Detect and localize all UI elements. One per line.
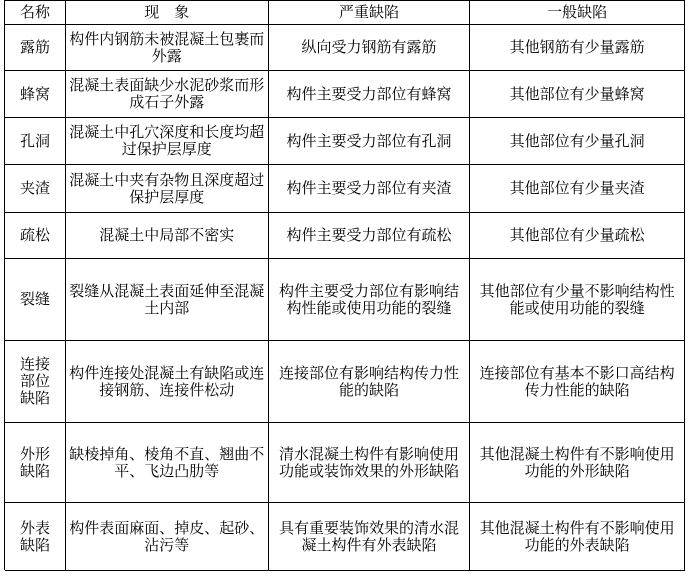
- table-row: [5, 165, 685, 213]
- serious-defect-cell: 构件主要受力部位有疏松: [269, 213, 471, 259]
- serious-defect-cell: 连接部位有影响结构传力性能的缺陷: [269, 341, 471, 423]
- defect-name-cell: 外表缺陷: [5, 503, 66, 571]
- defect-name-cell: 疏松: [5, 213, 66, 259]
- table-row: [5, 25, 685, 71]
- phenomenon-cell: 构件内钢筋未被混凝土包裹而外露: [66, 25, 269, 71]
- serious-defect-cell: 构件主要受力部位有蜂窝: [269, 71, 471, 118]
- serious-defect-cell: 纵向受力钢筋有露筋: [269, 25, 471, 71]
- defect-name-cell: 连接部位缺陷: [5, 341, 66, 423]
- phenomenon-cell: 混凝土中孔穴深度和长度均超过保护层厚度: [66, 118, 269, 165]
- phenomenon-cell: 裂缝从混凝土表面延伸至混凝土内部: [66, 259, 269, 341]
- table-row: [5, 71, 685, 118]
- serious-defect-cell: 构件主要受力部位有夹渣: [269, 165, 471, 213]
- serious-defect-cell: 具有重要装饰效果的清水混凝土构件有外表缺陷: [269, 503, 471, 571]
- phenomenon-cell: 混凝土表面缺少水泥砂浆而形成石子外露: [66, 71, 269, 118]
- header-general: 一般缺陷: [470, 1, 685, 25]
- defect-name-cell: 裂缝: [5, 259, 66, 341]
- phenomenon-cell: 构件连接处混凝土有缺陷或连接钢筋、连接件松动: [66, 341, 269, 423]
- general-defect-cell: 其他部位有少量夹渣: [470, 165, 685, 213]
- general-defect-cell: 其他部位有少量孔洞: [470, 118, 685, 165]
- general-defect-cell: 其他钢筋有少量露筋: [470, 25, 685, 71]
- general-defect-cell: 其他部位有少量疏松: [470, 213, 685, 259]
- header-serious: 严重缺陷: [269, 1, 471, 25]
- general-defect-cell: 其他混凝土构件有不影响使用功能的外形缺陷: [470, 423, 685, 503]
- defect-name-cell: 孔洞: [5, 118, 66, 165]
- phenomenon-cell: 混凝土中局部不密实: [66, 213, 269, 259]
- table-row: [5, 118, 685, 165]
- defect-name-cell: 蜂窝: [5, 71, 66, 118]
- general-defect-cell: 其他部位有少量蜂窝: [470, 71, 685, 118]
- table-header-row: [5, 1, 685, 25]
- phenomenon-cell: 缺棱掉角、棱角不直、翘曲不平、飞边凸肋等: [66, 423, 269, 503]
- phenomenon-cell: 构件表面麻面、掉皮、起砂、沾污等: [66, 503, 269, 571]
- serious-defect-cell: 构件主要受力部位有影响结构性能或使用功能的裂缝: [269, 259, 471, 341]
- general-defect-cell: 其他混凝土构件有不影响使用功能的外表缺陷: [470, 503, 685, 571]
- defect-name-cell: 露筋: [5, 25, 66, 71]
- serious-defect-cell: 构件主要受力部位有孔洞: [269, 118, 471, 165]
- serious-defect-cell: 清水混凝土构件有影响使用功能或装饰效果的外形缺陷: [269, 423, 471, 503]
- table-row: [5, 503, 685, 571]
- table-row: [5, 259, 685, 341]
- header-name: 名称: [5, 1, 66, 25]
- phenomenon-cell: 混凝土中夹有杂物且深度超过保护层厚度: [66, 165, 269, 213]
- defect-name-cell: 夹渣: [5, 165, 66, 213]
- table-row: [5, 341, 685, 423]
- general-defect-cell: 其他部位有少量不影响结构性能或使用功能的裂缝: [470, 259, 685, 341]
- general-defect-cell: 连接部位有基本不影口高结构传力性能的缺陷: [470, 341, 685, 423]
- defect-name-cell: 外形缺陷: [5, 423, 66, 503]
- table-row: [5, 213, 685, 259]
- defect-table: [4, 0, 685, 570]
- header-phenomenon: 现 象: [66, 1, 269, 25]
- table-row: [5, 423, 685, 503]
